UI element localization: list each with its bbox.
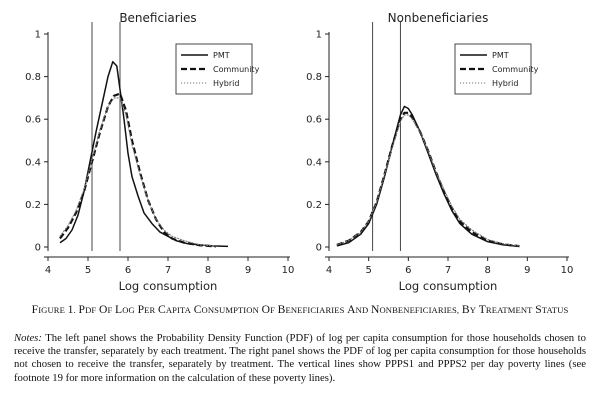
series-line-pmt bbox=[337, 106, 520, 246]
chart-title: Beneficiaries bbox=[119, 11, 197, 25]
x-tick-label: 6 bbox=[124, 265, 132, 276]
x-tick-label: 10 bbox=[560, 265, 574, 276]
figure-caption: FIGURE 1. PDF OF LOG PER CAPITA CONSUMPTION OF BENEFICIARIES AND NONBENEFICIARIES, BY TREATMENT STATUS bbox=[31, 303, 569, 316]
x-tick-label: 9 bbox=[524, 265, 531, 276]
y-tick-label: 0.2 bbox=[306, 199, 322, 211]
chart-panel-1 bbox=[25, 11, 294, 293]
series-line-hybrid bbox=[60, 98, 216, 246]
x-tick-label: 8 bbox=[204, 265, 212, 276]
y-tick-label: 0.4 bbox=[25, 157, 41, 169]
y-tick-label: 0.8 bbox=[25, 72, 41, 84]
y-tick-label: 0.8 bbox=[306, 72, 322, 84]
notes-label: Notes: bbox=[14, 332, 42, 344]
y-tick-label: 0.2 bbox=[25, 199, 41, 211]
x-tick-label: 5 bbox=[365, 265, 372, 276]
x-tick-label: 5 bbox=[84, 265, 92, 276]
y-tick-label: 1 bbox=[34, 29, 41, 41]
y-tick-label: 0 bbox=[315, 242, 322, 254]
y-tick-label: 0.4 bbox=[306, 157, 322, 169]
legend-label-community: Community bbox=[492, 65, 539, 74]
chart-title: Nonbeneficiaries bbox=[387, 11, 489, 25]
x-axis-label: Log consumption bbox=[398, 279, 498, 293]
figure-notes bbox=[14, 332, 586, 385]
x-tick-label: 7 bbox=[164, 265, 172, 276]
y-tick-label: 0 bbox=[34, 242, 41, 254]
chart-panel-2 bbox=[306, 11, 573, 293]
legend-label-pmt: PMT bbox=[492, 51, 509, 60]
legend-label-pmt: PMT bbox=[213, 51, 230, 60]
y-tick-label: 0.6 bbox=[306, 114, 322, 126]
series-line-community bbox=[337, 113, 520, 246]
notes-text: The left panel shows the Probability Density Function (PDF) of log per capita consumption for those households chosen to receive the transfer, separately by each treatment. The right panel shows the PDF of log per capita consumption for those households not chosen to receive the transfer, separately by treatment. The vertical lines show PPPS1 and PPPS2 per day poverty lines (see footnote 19 for more information on the calculation of these poverty lines). bbox=[14, 332, 586, 384]
x-tick-label: 4 bbox=[44, 265, 52, 276]
x-tick-label: 10 bbox=[281, 265, 295, 276]
legend-label-hybrid: Hybrid bbox=[492, 79, 519, 88]
x-tick-label: 8 bbox=[484, 265, 491, 276]
x-tick-label: 7 bbox=[444, 265, 452, 276]
y-tick-label: 0.6 bbox=[25, 114, 41, 126]
x-axis-label: Log consumption bbox=[118, 279, 218, 293]
legend-label-hybrid: Hybrid bbox=[213, 79, 240, 88]
series-line-community bbox=[60, 94, 216, 247]
series-line-hybrid bbox=[337, 115, 520, 246]
x-tick-label: 9 bbox=[244, 265, 252, 276]
legend-label-community: Community bbox=[213, 65, 260, 74]
y-tick-label: 1 bbox=[315, 29, 322, 41]
x-tick-label: 6 bbox=[405, 265, 412, 276]
x-tick-label: 4 bbox=[325, 265, 333, 276]
